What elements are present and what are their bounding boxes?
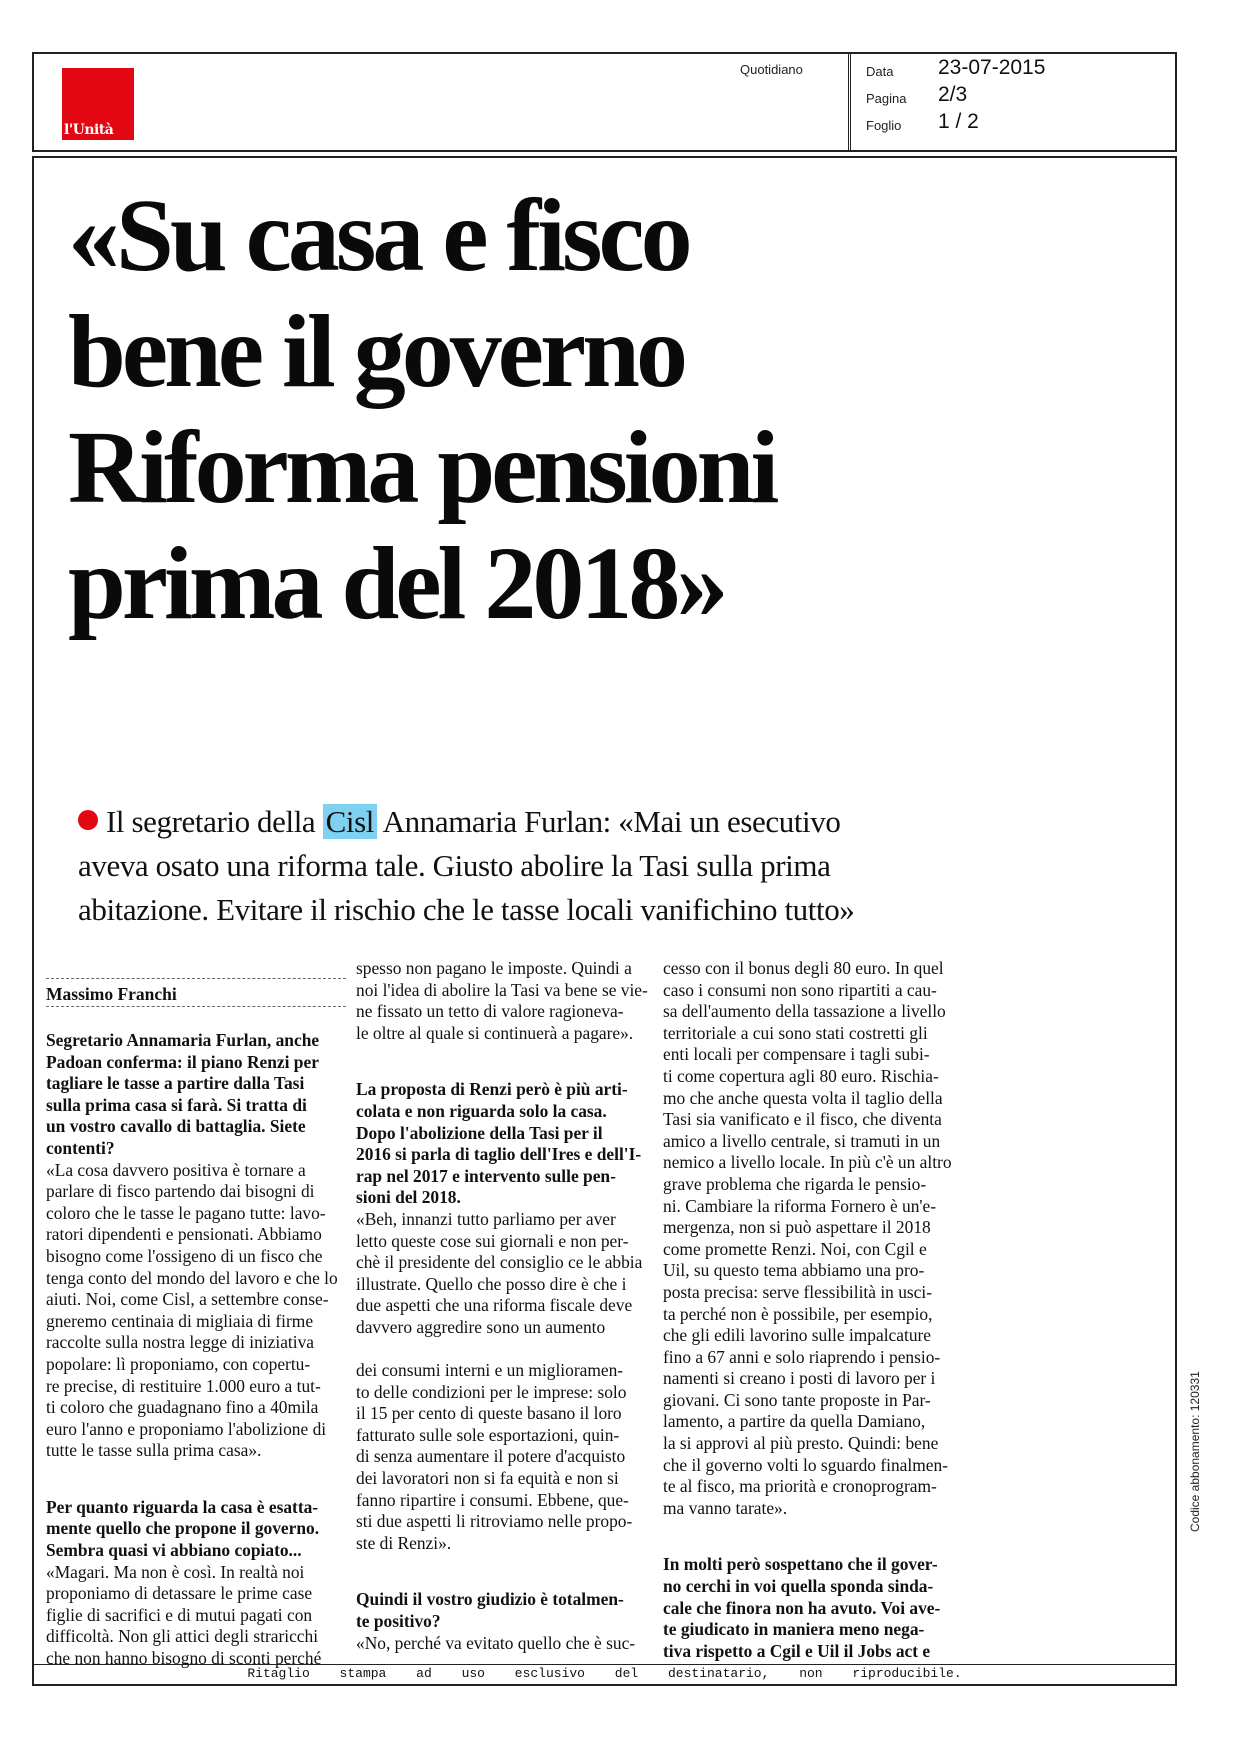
question-line: La proposta di Renzi però è più arti- bbox=[356, 1079, 628, 1100]
page-label: Pagina bbox=[866, 91, 907, 106]
question-line: rap nel 2017 e intervento sulle pen- bbox=[356, 1165, 616, 1186]
body-line: popolare: lì proponiamo, con copertu- bbox=[46, 1353, 311, 1374]
question-line: un vostro cavallo di battaglia. Siete bbox=[46, 1116, 306, 1137]
body-line: re precise, di restituire 1.000 euro a tut- bbox=[46, 1375, 321, 1396]
logo-text: l'Unità bbox=[64, 122, 114, 138]
body-line: giovani. Ci sono tante proposte in Par- bbox=[663, 1389, 931, 1410]
body-line: noi l'idea di abolire la Tasi va bene se vie- bbox=[356, 979, 648, 1000]
body-line: te al fisco, ma priorità e cronoprogram- bbox=[663, 1476, 937, 1497]
paragraph-gap bbox=[356, 1554, 658, 1589]
body-line: ne fissato un tetto di valore ragioneva- bbox=[356, 1001, 624, 1022]
body-line: Tasi sia vanificato e il fisco, che diventa bbox=[663, 1109, 942, 1130]
subhead-line: aveva osato una riforma tale. Giusto abolire la Tasi sulla prima bbox=[78, 848, 831, 883]
headline-line: «Su casa e fisco bbox=[68, 178, 689, 293]
question-line: colata e non riguarda solo la casa. bbox=[356, 1100, 607, 1121]
body-line: che non hanno bisogno di sconti perché bbox=[46, 1648, 322, 1669]
body-line: territoriale a cui sono stati costretti gli bbox=[663, 1022, 928, 1043]
body-line: ni. Cambiare la riforma Fornero è un'e- bbox=[663, 1195, 937, 1216]
body-line: gneremo centinaia di migliaia di firme bbox=[46, 1310, 314, 1331]
body-line: sti due aspetti li ritroviamo nelle propo- bbox=[356, 1511, 633, 1532]
body-line: che il governo volti lo sguardo finalmen- bbox=[663, 1454, 948, 1475]
body-line: difficoltà. Non gli attici degli straricchi bbox=[46, 1626, 319, 1647]
headline bbox=[68, 178, 1158, 642]
body-line: tutte le tasse sulla prima casa». bbox=[46, 1440, 262, 1461]
body-line: spesso non pagano le imposte. Quindi a bbox=[356, 958, 632, 978]
body-line: Uil, su questo tema abbiamo una pro- bbox=[663, 1260, 925, 1281]
body-line: fatturato sulle sole esportazioni, quin- bbox=[356, 1424, 620, 1445]
publication-logo bbox=[62, 68, 134, 140]
body-line: due aspetti che una riforma fiscale deve bbox=[356, 1295, 633, 1316]
question-line: cale che finora non ha avuto. Voi ave- bbox=[663, 1597, 941, 1618]
body-line: fino a 67 anni e solo riaprendo i pensio- bbox=[663, 1346, 941, 1367]
body-line: ratori dipendenti e pensionati. Abbiamo bbox=[46, 1224, 322, 1245]
subhead-text: Annamaria Furlan: «Mai un esecutivo bbox=[382, 804, 841, 839]
body-line: «Beh, innanzi tutto parliamo per aver bbox=[356, 1208, 616, 1229]
body-line: grave problema che rigarda le pensio- bbox=[663, 1173, 927, 1194]
body-line: fanno ripartire i consumi. Ebbene, que- bbox=[356, 1489, 629, 1510]
body-line: tenga conto del mondo del lavoro e che lo bbox=[46, 1267, 338, 1288]
headline-line: bene il governo bbox=[68, 294, 684, 409]
question-line: tagliare le tasse a partire dalla Tasi bbox=[46, 1073, 305, 1094]
red-bullet-icon bbox=[78, 810, 98, 830]
question-line: sioni del 2018. bbox=[356, 1187, 461, 1208]
body-line: davvero aggredire sono un aumento bbox=[356, 1316, 606, 1337]
question-line: Segretario Annamaria Furlan, anche bbox=[46, 1030, 320, 1050]
body-line: la si approvi al più presto. Quindi: bene bbox=[663, 1433, 939, 1454]
question-line: mente quello che propone il governo. bbox=[46, 1518, 320, 1539]
body-line: enti locali per compensare i tagli subi- bbox=[663, 1044, 930, 1065]
body-line: che gli edili lavorino sulle impalcature bbox=[663, 1325, 932, 1346]
byline-rule-top bbox=[46, 978, 346, 979]
question-line: Dopo l'abolizione della Tasi per il bbox=[356, 1122, 603, 1143]
body-line: mergenza, non si può aspettare il 2018 bbox=[663, 1217, 931, 1238]
question-line: Sembra quasi vi abbiano copiato... bbox=[46, 1540, 302, 1561]
body-line: ma vanno tarate». bbox=[663, 1497, 788, 1518]
date-label: Data bbox=[866, 64, 894, 79]
byline-rule-bottom bbox=[46, 1006, 346, 1007]
body-line: ta perché non è possibile, per esempio, bbox=[663, 1303, 933, 1324]
body-line: posta precisa: serve flessibilità in usci- bbox=[663, 1281, 932, 1302]
question-line: sulla prima casa si farà. Si tratta di bbox=[46, 1094, 307, 1115]
body-line: amico a livello centrale, si tramuti in un bbox=[663, 1130, 941, 1151]
footer-notice: Ritaglio stampa ad uso esclusivo del destinatario, non riproducibile. bbox=[247, 1666, 962, 1681]
body-line: sa dell'aumento della tassazione a livello bbox=[663, 1001, 946, 1022]
footer-rule bbox=[34, 1664, 1175, 1665]
paragraph-gap bbox=[356, 1339, 658, 1361]
body-line: mo che anche questa volta il taglio della bbox=[663, 1087, 943, 1108]
text-column-3 bbox=[663, 958, 965, 1662]
paragraph-gap bbox=[663, 1519, 965, 1554]
body-line: euro l'anno e proponiamo l'abolizione di bbox=[46, 1418, 327, 1439]
byline: Massimo Franchi bbox=[46, 984, 177, 1004]
sheet-value: 1 / 2 bbox=[938, 110, 979, 133]
cisl-highlight: Cisl bbox=[323, 804, 377, 839]
text-column-1 bbox=[46, 1030, 350, 1670]
question-line: te positivo? bbox=[356, 1611, 441, 1632]
body-line: ti coloro che guadagnano fino a 40mila bbox=[46, 1397, 319, 1418]
body-line: namenti si creano i posti di lavoro per i bbox=[663, 1368, 936, 1389]
paragraph-gap bbox=[46, 1462, 350, 1497]
body-line: dei consumi interni e un miglioramen- bbox=[356, 1360, 624, 1381]
subheadline bbox=[78, 800, 1168, 932]
body-line: cesso con il bonus degli 80 euro. In quel bbox=[663, 958, 944, 978]
body-line: come promette Renzi. Noi, con Cgil e bbox=[663, 1238, 927, 1259]
subhead-line bbox=[78, 800, 1168, 844]
body-line: le oltre al quale si continuerà a pagare». bbox=[356, 1022, 634, 1043]
body-line: ti come copertura agli 80 euro. Rischia- bbox=[663, 1065, 939, 1086]
headline-line: Riforma pensioni bbox=[68, 410, 776, 525]
body-line: parlare di fisco partendo dai bisogni di bbox=[46, 1181, 315, 1202]
body-line: raccolte sulla nostra legge di iniziativa bbox=[46, 1332, 315, 1353]
body-line: «Magari. Ma non è così. In realtà noi bbox=[46, 1561, 305, 1582]
body-line: coloro che le tasse le pagano tutte: lavo- bbox=[46, 1202, 326, 1223]
question-line: Padoan conferma: il piano Renzi per bbox=[46, 1051, 319, 1072]
text-column-2 bbox=[356, 958, 658, 1654]
sheet-label: Foglio bbox=[866, 118, 902, 133]
body-line: to delle condizioni per le imprese: solo bbox=[356, 1381, 627, 1402]
subhead-line: abitazione. Evitare il rischio che le tasse locali vanifichino tutto» bbox=[78, 892, 855, 927]
body-line: chè il presidente del consiglio ce le abbia bbox=[356, 1252, 643, 1273]
body-line: bisogno come l'ossigeno di un fisco che bbox=[46, 1245, 323, 1266]
date-value: 23-07-2015 bbox=[938, 56, 1046, 79]
question-line: Quindi il vostro giudizio è totalmen- bbox=[356, 1589, 624, 1610]
headline-line: prima del 2018» bbox=[68, 526, 725, 641]
question-line: Per quanto riguarda la casa è esatta- bbox=[46, 1496, 319, 1517]
body-line: figlie di sacrifici e di mutui pagati con bbox=[46, 1604, 313, 1625]
body-line: «La cosa davvero positiva è tornare a bbox=[46, 1159, 306, 1180]
question-line: contenti? bbox=[46, 1137, 115, 1158]
subhead-text: Il segretario della bbox=[106, 804, 316, 839]
body-line: nemico a livello locale. In più c'è un altro bbox=[663, 1152, 952, 1173]
question-line: In molti però sospettano che il gover- bbox=[663, 1554, 938, 1575]
question-line: 2016 si parla di taglio dell'Ires e dell'I- bbox=[356, 1144, 642, 1165]
body-line: di senza aumentare il potere d'acquisto bbox=[356, 1446, 626, 1467]
body-line: lamento, a partire da quella Damiano, bbox=[663, 1411, 926, 1432]
body-line: proponiamo di detassare le prime case bbox=[46, 1583, 313, 1604]
page-value: 2/3 bbox=[938, 83, 968, 106]
question-line: te giudicato in maniera meno nega- bbox=[663, 1619, 925, 1640]
publication-type: Quotidiano bbox=[740, 62, 803, 77]
body-line: caso i consumi non sono ripartiti a cau- bbox=[663, 979, 937, 1000]
paragraph-gap bbox=[356, 1044, 658, 1079]
body-line: «No, perché va evitato quello che è suc- bbox=[356, 1632, 636, 1653]
question-line: tiva rispetto a Cgil e Uil il Jobs act e bbox=[663, 1640, 931, 1661]
body-line: il 15 per cento di queste basano il loro bbox=[356, 1403, 622, 1424]
question-line: no cerchi in voi quella sponda sinda- bbox=[663, 1576, 934, 1597]
subscription-code: Codice abbonamento: 120331 bbox=[1188, 1371, 1202, 1532]
body-line: illustrate. Quello che posso dire è che i bbox=[356, 1273, 627, 1294]
body-line: aiuti. Noi, come Cisl, a settembre conse- bbox=[46, 1289, 329, 1310]
body-line: ste di Renzi». bbox=[356, 1532, 452, 1553]
body-line: letto queste cose sui giornali e non per- bbox=[356, 1230, 629, 1251]
body-line: dei lavoratori non si fa equità e non si bbox=[356, 1468, 619, 1489]
